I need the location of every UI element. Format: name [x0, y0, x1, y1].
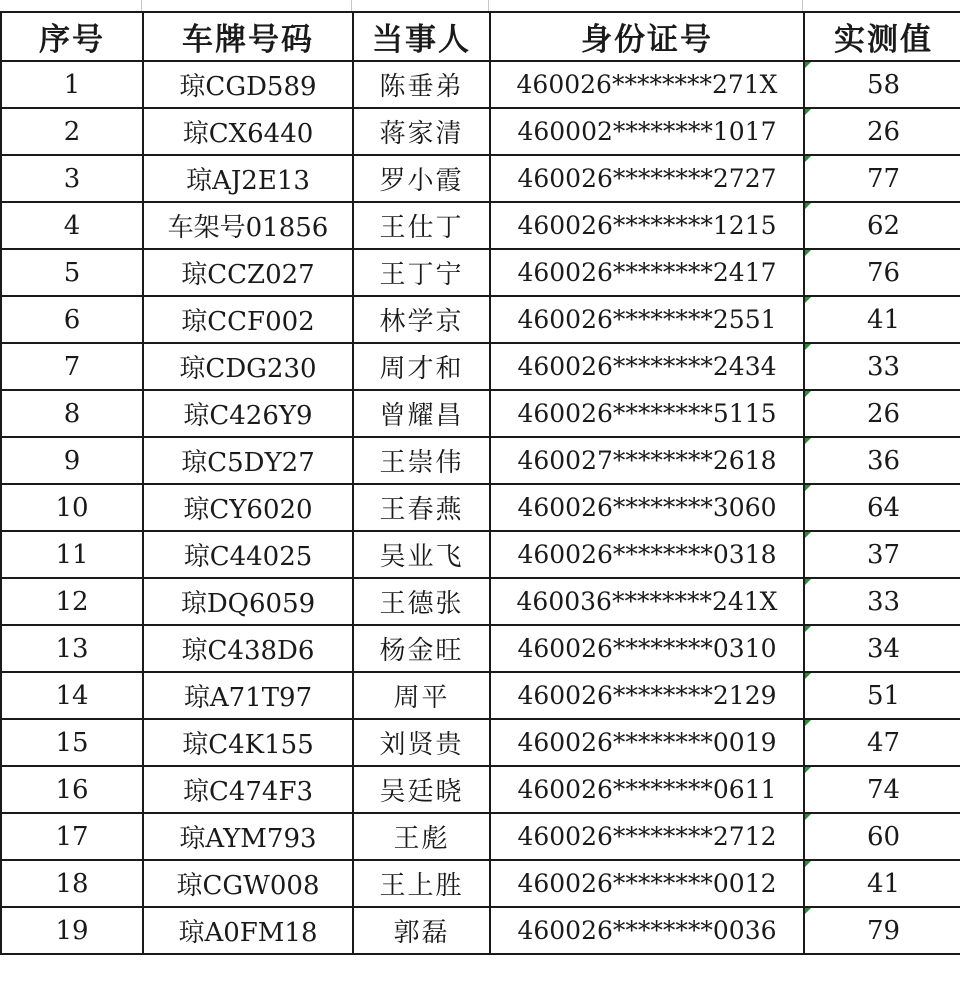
cell-party[interactable]: [353, 672, 490, 719]
cell-plate-text: 车架号01856: [167, 213, 329, 243]
cell-plate[interactable]: [143, 719, 353, 766]
gridline: [351, 0, 352, 11]
cell-measured-text: 33: [866, 586, 901, 617]
cell-plate[interactable]: [143, 249, 353, 296]
table-row: [1, 202, 960, 249]
table-row: [1, 390, 960, 437]
cell-seq-text: 3: [63, 163, 81, 194]
cell-plate[interactable]: [143, 437, 353, 484]
cell-party-text: 吴廷晓: [379, 777, 464, 807]
cell-measured-text: 60: [866, 821, 901, 852]
cell-measured[interactable]: [804, 437, 960, 484]
cell-plate[interactable]: [143, 484, 353, 531]
header-party[interactable]: 当事人: [353, 12, 490, 61]
cell-measured-text: 74: [866, 774, 901, 805]
cell-id-number-text: 460026********5115: [517, 399, 777, 428]
cell-party-text: 吴业飞: [379, 542, 464, 572]
cell-plate[interactable]: [143, 907, 353, 954]
cell-party-text: 王上胜: [379, 871, 464, 901]
cell-seq-text: 13: [55, 633, 89, 664]
cell-party[interactable]: [353, 578, 490, 625]
cell-id-number[interactable]: [490, 343, 804, 390]
cell-id-number-text: 460026********2727: [517, 164, 777, 193]
cell-seq[interactable]: [1, 719, 143, 766]
gridline: [802, 0, 803, 11]
cell-id-number-text: 460026********2434: [517, 352, 777, 381]
cell-plate-text: 琼CCF002: [181, 307, 315, 337]
number-as-text-flag-icon: [805, 814, 811, 820]
cell-plate[interactable]: [143, 813, 353, 860]
cell-party[interactable]: [353, 813, 490, 860]
cell-id-number-text: 460026********3060: [517, 493, 777, 522]
cell-seq-text: 10: [55, 492, 89, 523]
cell-measured[interactable]: [804, 766, 960, 813]
cell-party[interactable]: [353, 531, 490, 578]
table-row: [1, 813, 960, 860]
cell-id-number-text: 460026********2712: [517, 822, 777, 851]
cell-seq[interactable]: [1, 860, 143, 907]
cell-id-number[interactable]: [490, 672, 804, 719]
table-row: [1, 343, 960, 390]
table-row: [1, 155, 960, 202]
cell-id-number-text: 460026********0036: [517, 916, 777, 945]
number-as-text-flag-icon: [805, 250, 811, 256]
cell-party-text: 杨金旺: [379, 636, 464, 666]
cell-party-text: 陈垂弟: [379, 72, 464, 102]
cell-party-text: 王仕丁: [379, 213, 464, 243]
cell-plate[interactable]: [143, 531, 353, 578]
table-row: [1, 484, 960, 531]
cell-id-number-text: 460026********271X: [516, 70, 778, 99]
cell-id-number[interactable]: [490, 907, 804, 954]
cell-measured-text: 41: [866, 868, 901, 899]
cell-id-number[interactable]: [490, 155, 804, 202]
number-as-text-flag-icon: [805, 438, 811, 444]
cell-party-text: 蒋家清: [379, 119, 464, 149]
cell-measured[interactable]: [804, 61, 960, 108]
cell-id-number[interactable]: [490, 108, 804, 155]
cell-id-number-text: 460026********0012: [517, 869, 777, 898]
table-row: [1, 766, 960, 813]
cell-plate[interactable]: [143, 108, 353, 155]
cell-party[interactable]: [353, 437, 490, 484]
cell-seq-text: 17: [55, 821, 89, 852]
cell-plate[interactable]: [143, 766, 353, 813]
cell-party-text: 周平: [393, 683, 450, 713]
cell-id-number[interactable]: [490, 61, 804, 108]
cell-party[interactable]: [353, 108, 490, 155]
cell-seq[interactable]: [1, 202, 143, 249]
cell-plate[interactable]: [143, 860, 353, 907]
cell-seq-text: 16: [55, 774, 89, 805]
cell-party-text: 曾耀昌: [379, 401, 464, 431]
cell-party-text: 周才和: [379, 354, 464, 384]
cell-seq[interactable]: [1, 155, 143, 202]
cell-plate-text: 琼AYM793: [179, 824, 317, 854]
cell-id-number-text: 460026********0611: [517, 775, 777, 804]
cell-plate-text: 琼CGW008: [176, 871, 320, 901]
cell-measured[interactable]: [804, 860, 960, 907]
cell-seq[interactable]: [1, 672, 143, 719]
table-row: [1, 860, 960, 907]
number-as-text-flag-icon: [805, 203, 811, 209]
gridline: [141, 0, 142, 11]
cell-measured-text: 64: [866, 492, 901, 523]
cell-party[interactable]: [353, 249, 490, 296]
table-row: [1, 108, 960, 155]
table-row: [1, 61, 960, 108]
header-row: [1, 12, 960, 61]
cell-seq-text: 9: [63, 445, 81, 476]
cell-measured[interactable]: [804, 249, 960, 296]
header-measured[interactable]: 实测值: [804, 12, 960, 61]
cell-id-number-text: 460002********1017: [517, 117, 777, 146]
number-as-text-flag-icon: [805, 626, 811, 632]
cell-plate-text: 琼A71T97: [183, 683, 313, 713]
cell-measured-text: 37: [866, 539, 901, 570]
cell-measured[interactable]: [804, 907, 960, 954]
cell-party[interactable]: [353, 61, 490, 108]
number-as-text-flag-icon: [805, 673, 811, 679]
cell-seq[interactable]: [1, 108, 143, 155]
cell-seq[interactable]: [1, 249, 143, 296]
cell-id-number-text: 460026********1215: [517, 211, 777, 240]
cell-seq[interactable]: [1, 343, 143, 390]
cell-id-number[interactable]: [490, 578, 804, 625]
number-as-text-flag-icon: [805, 297, 811, 303]
cell-seq-text: 7: [63, 351, 81, 382]
cell-party-text: 王丁宁: [379, 260, 464, 290]
cell-plate[interactable]: [143, 625, 353, 672]
cell-measured-text: 33: [866, 351, 901, 382]
cell-measured[interactable]: [804, 343, 960, 390]
cell-plate-text: 琼CY6020: [183, 495, 313, 525]
cell-measured-text: 58: [866, 69, 901, 100]
table-row: [1, 907, 960, 954]
cell-party[interactable]: [353, 202, 490, 249]
cell-id-number[interactable]: [490, 249, 804, 296]
cell-party-text: 王德张: [379, 589, 464, 619]
cell-party-text: 罗小霞: [379, 166, 464, 196]
cell-plate[interactable]: [143, 296, 353, 343]
cell-party-text: 王春燕: [379, 495, 464, 525]
header-seq[interactable]: 序号: [1, 12, 143, 61]
cell-plate[interactable]: [143, 672, 353, 719]
cell-measured-text: 79: [866, 915, 901, 946]
cell-seq-text: 4: [63, 210, 81, 241]
cell-party[interactable]: [353, 155, 490, 202]
number-as-text-flag-icon: [805, 391, 811, 397]
cell-party[interactable]: [353, 719, 490, 766]
number-as-text-flag-icon: [805, 767, 811, 773]
cell-id-number[interactable]: [490, 202, 804, 249]
vehicle-test-table: [0, 11, 960, 955]
number-as-text-flag-icon: [805, 62, 811, 68]
cell-seq[interactable]: [1, 437, 143, 484]
cell-measured[interactable]: [804, 202, 960, 249]
header-id-number[interactable]: 身份证号: [490, 12, 804, 61]
cell-measured-text: 26: [866, 398, 901, 429]
cell-party[interactable]: [353, 484, 490, 531]
cell-seq[interactable]: [1, 766, 143, 813]
cell-plate-text: 琼CDG230: [179, 354, 317, 384]
cell-seq-text: 15: [55, 727, 89, 758]
table-row: [1, 719, 960, 766]
cell-seq-text: 1: [63, 69, 81, 100]
cell-id-number[interactable]: [490, 531, 804, 578]
table-row: [1, 531, 960, 578]
cell-party[interactable]: [353, 390, 490, 437]
table-row: [1, 672, 960, 719]
cell-measured-text: 41: [866, 304, 901, 335]
cell-measured-text: 62: [866, 210, 901, 241]
cell-seq-text: 14: [55, 680, 89, 711]
number-as-text-flag-icon: [805, 485, 811, 491]
cell-seq-text: 8: [63, 398, 81, 429]
cell-measured-text: 26: [866, 116, 901, 147]
cell-measured[interactable]: [804, 296, 960, 343]
cell-seq-text: 2: [63, 116, 81, 147]
cell-seq[interactable]: [1, 578, 143, 625]
cell-plate[interactable]: [143, 390, 353, 437]
cell-measured[interactable]: [804, 390, 960, 437]
cell-measured[interactable]: [804, 108, 960, 155]
cell-measured-text: 77: [866, 163, 901, 194]
table-row: [1, 578, 960, 625]
cell-party[interactable]: [353, 860, 490, 907]
number-as-text-flag-icon: [805, 861, 811, 867]
cell-seq-text: 6: [63, 304, 81, 335]
cell-plate[interactable]: [143, 155, 353, 202]
number-as-text-flag-icon: [805, 720, 811, 726]
cell-id-number[interactable]: [490, 296, 804, 343]
number-as-text-flag-icon: [805, 109, 811, 115]
cell-seq[interactable]: [1, 390, 143, 437]
cell-seq[interactable]: [1, 907, 143, 954]
cell-id-number-text: 460026********0318: [517, 540, 777, 569]
cell-measured-text: 36: [866, 445, 901, 476]
number-as-text-flag-icon: [805, 532, 811, 538]
cell-party-text: 郭磊: [393, 918, 450, 948]
cell-measured[interactable]: [804, 719, 960, 766]
cell-party[interactable]: [353, 343, 490, 390]
cell-id-number[interactable]: [490, 437, 804, 484]
cell-measured-text: 76: [866, 257, 901, 288]
cell-plate-text: 琼C4K155: [182, 730, 314, 760]
cell-measured-text: 51: [866, 680, 901, 711]
cell-plate[interactable]: [143, 202, 353, 249]
cell-id-number[interactable]: [490, 860, 804, 907]
table-row: [1, 249, 960, 296]
cell-id-number[interactable]: [490, 813, 804, 860]
cell-id-number-text: 460026********2417: [517, 258, 777, 287]
cell-plate-text: 琼CX6440: [182, 119, 314, 149]
cell-seq-text: 5: [63, 257, 81, 288]
cell-party-text: 王崇伟: [379, 448, 464, 478]
cell-party[interactable]: [353, 766, 490, 813]
cell-id-number[interactable]: [490, 719, 804, 766]
cell-party[interactable]: [353, 907, 490, 954]
cell-seq[interactable]: [1, 296, 143, 343]
cell-plate-text: 琼CCZ027: [181, 260, 315, 290]
cell-plate-text: 琼A0FM18: [178, 918, 318, 948]
cell-plate-text: 琼C426Y9: [183, 401, 313, 431]
cell-id-number[interactable]: [490, 484, 804, 531]
cell-seq[interactable]: [1, 484, 143, 531]
cell-id-number-text: 460026********2551: [517, 305, 777, 334]
cell-measured[interactable]: [804, 578, 960, 625]
cell-seq-text: 18: [55, 868, 89, 899]
cell-plate-text: 琼C5DY27: [181, 448, 315, 478]
cell-measured[interactable]: [804, 672, 960, 719]
table-row: [1, 296, 960, 343]
cell-measured[interactable]: [804, 484, 960, 531]
cell-seq[interactable]: [1, 531, 143, 578]
cell-seq[interactable]: [1, 61, 143, 108]
cell-seq[interactable]: [1, 625, 143, 672]
cell-measured[interactable]: [804, 155, 960, 202]
cell-plate[interactable]: [143, 578, 353, 625]
cell-plate[interactable]: [143, 343, 353, 390]
cell-seq-text: 11: [55, 539, 89, 570]
cell-party[interactable]: [353, 625, 490, 672]
cell-party-text: 王彪: [393, 824, 450, 854]
cell-seq-text: 12: [55, 586, 89, 617]
cell-measured[interactable]: [804, 813, 960, 860]
cell-id-number[interactable]: [490, 390, 804, 437]
cell-seq-text: 19: [55, 915, 89, 946]
cell-measured[interactable]: [804, 625, 960, 672]
cell-seq[interactable]: [1, 813, 143, 860]
number-as-text-flag-icon: [805, 908, 811, 914]
cell-id-number-text: 460027********2618: [517, 446, 777, 475]
cell-measured[interactable]: [804, 531, 960, 578]
cell-id-number-text: 460026********0019: [517, 728, 777, 757]
table-row: [1, 437, 960, 484]
number-as-text-flag-icon: [805, 579, 811, 585]
cell-plate[interactable]: [143, 61, 353, 108]
cell-party-text: 刘贤贵: [379, 730, 464, 760]
cell-plate-text: 琼CGD589: [179, 72, 317, 102]
gridline: [488, 0, 489, 11]
cell-plate-text: 琼DQ6059: [180, 589, 316, 619]
cell-plate-text: 琼AJ2E13: [186, 166, 310, 196]
cell-plate-text: 琼C438D6: [181, 636, 315, 666]
cell-id-number[interactable]: [490, 766, 804, 813]
number-as-text-flag-icon: [805, 156, 811, 162]
cell-party-text: 林学京: [379, 307, 464, 337]
cell-id-number[interactable]: [490, 625, 804, 672]
cell-plate-text: 琼C474F3: [182, 777, 314, 807]
cell-measured-text: 34: [866, 633, 901, 664]
cell-id-number-text: 460036********241X: [516, 587, 778, 616]
cell-measured-text: 47: [866, 727, 901, 758]
cell-party[interactable]: [353, 296, 490, 343]
table-row: [1, 625, 960, 672]
cell-id-number-text: 460026********0310: [517, 634, 777, 663]
number-as-text-flag-icon: [805, 344, 811, 350]
header-plate[interactable]: 车牌号码: [143, 12, 353, 61]
cell-id-number-text: 460026********2129: [517, 681, 777, 710]
cell-plate-text: 琼C44025: [183, 542, 313, 572]
